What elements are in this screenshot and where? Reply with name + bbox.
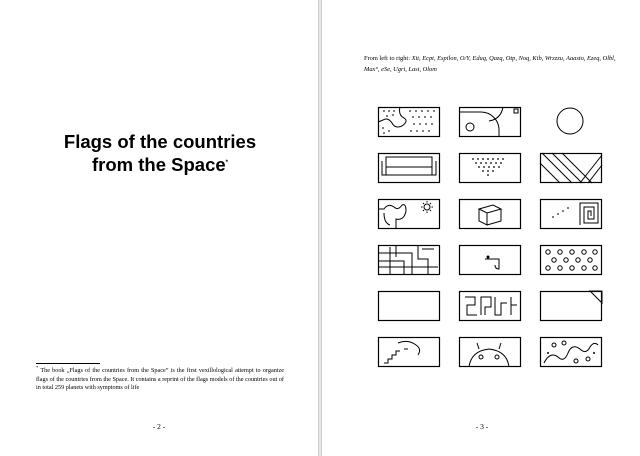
- flag-espilon: [540, 107, 602, 137]
- flag-rounded-boundary-icon: [378, 107, 440, 137]
- flag-wrzzzu: [378, 245, 440, 275]
- title-line-2: from the Space: [92, 154, 226, 175]
- flag-snake-icon: [540, 337, 602, 367]
- flag-circle-icon: [540, 107, 602, 137]
- flag-grid-lines-icon: [378, 245, 440, 275]
- flag-glyphs-icon: [459, 291, 521, 321]
- flag-ese: [540, 291, 602, 321]
- footnote: [36, 364, 284, 393]
- flag-hill-sun-icon: [378, 199, 440, 229]
- flag-figure-icon: [459, 337, 521, 367]
- flag-diagonal-stripes-icon: [540, 153, 602, 183]
- flag-cube-icon: [459, 199, 521, 229]
- flag-oy: [378, 153, 440, 183]
- flag-blank-icon: [378, 291, 440, 321]
- flag-hook-icon: [459, 245, 521, 275]
- flag-spiral-icon: [540, 199, 602, 229]
- flag-kib: [540, 199, 602, 229]
- footnote-marker: *: [36, 364, 39, 370]
- page-number-left: - 2 -: [152, 422, 166, 431]
- caption-country-names: Xit, Ecpt, Espilon, O/Y, Eduq, Qazq, Otp, Noq, Kib, Wrzzzu, Aaasto, Ezeq, Olbl, Max°, eSe, Ugri, Lasi, Olom: [364, 55, 616, 73]
- footnote-rule: [36, 363, 100, 364]
- flag-swirls-icon: [540, 245, 602, 275]
- title-line-1: Flags of the countries: [63, 131, 257, 152]
- flag-quarter-circle-icon: [459, 107, 521, 137]
- footnote-text: The book „Flags of the countries from the Space” is the first vexillological attempt to organize flags of the countries from the Space. It contains a reprint of the flags models of the countries out of in total 259 planets with symptoms of life: [36, 367, 284, 392]
- flag-lasi: [459, 337, 521, 367]
- flag-corner-triangle-icon: [540, 291, 602, 321]
- flag-noq: [459, 199, 521, 229]
- right-page: [322, 0, 640, 456]
- flag-steps-icon: [378, 337, 440, 367]
- flag-ugri: [378, 337, 440, 367]
- title-footnote-marker: *: [225, 159, 228, 166]
- flag-sofa-icon: [378, 153, 440, 183]
- flag-qazq: [540, 153, 602, 183]
- flag-ecpt: [459, 107, 521, 137]
- page-title: [20, 130, 300, 176]
- flags-grid: [378, 107, 603, 369]
- flags-caption: [364, 54, 624, 75]
- flag-ezeq: [540, 245, 602, 275]
- flag-olbl: [378, 291, 440, 321]
- flag-xit: [378, 107, 440, 137]
- flag-max: [459, 291, 521, 321]
- flag-dot-triangle-icon: [459, 153, 521, 183]
- left-page: [0, 0, 318, 456]
- flag-otp: [378, 199, 440, 229]
- flag-olom: [540, 337, 602, 367]
- flag-eduq: [459, 153, 521, 183]
- flag-aaasto: [459, 245, 521, 275]
- page-number-right: - 3 -: [475, 422, 489, 431]
- caption-intro: From left to right:: [364, 55, 412, 62]
